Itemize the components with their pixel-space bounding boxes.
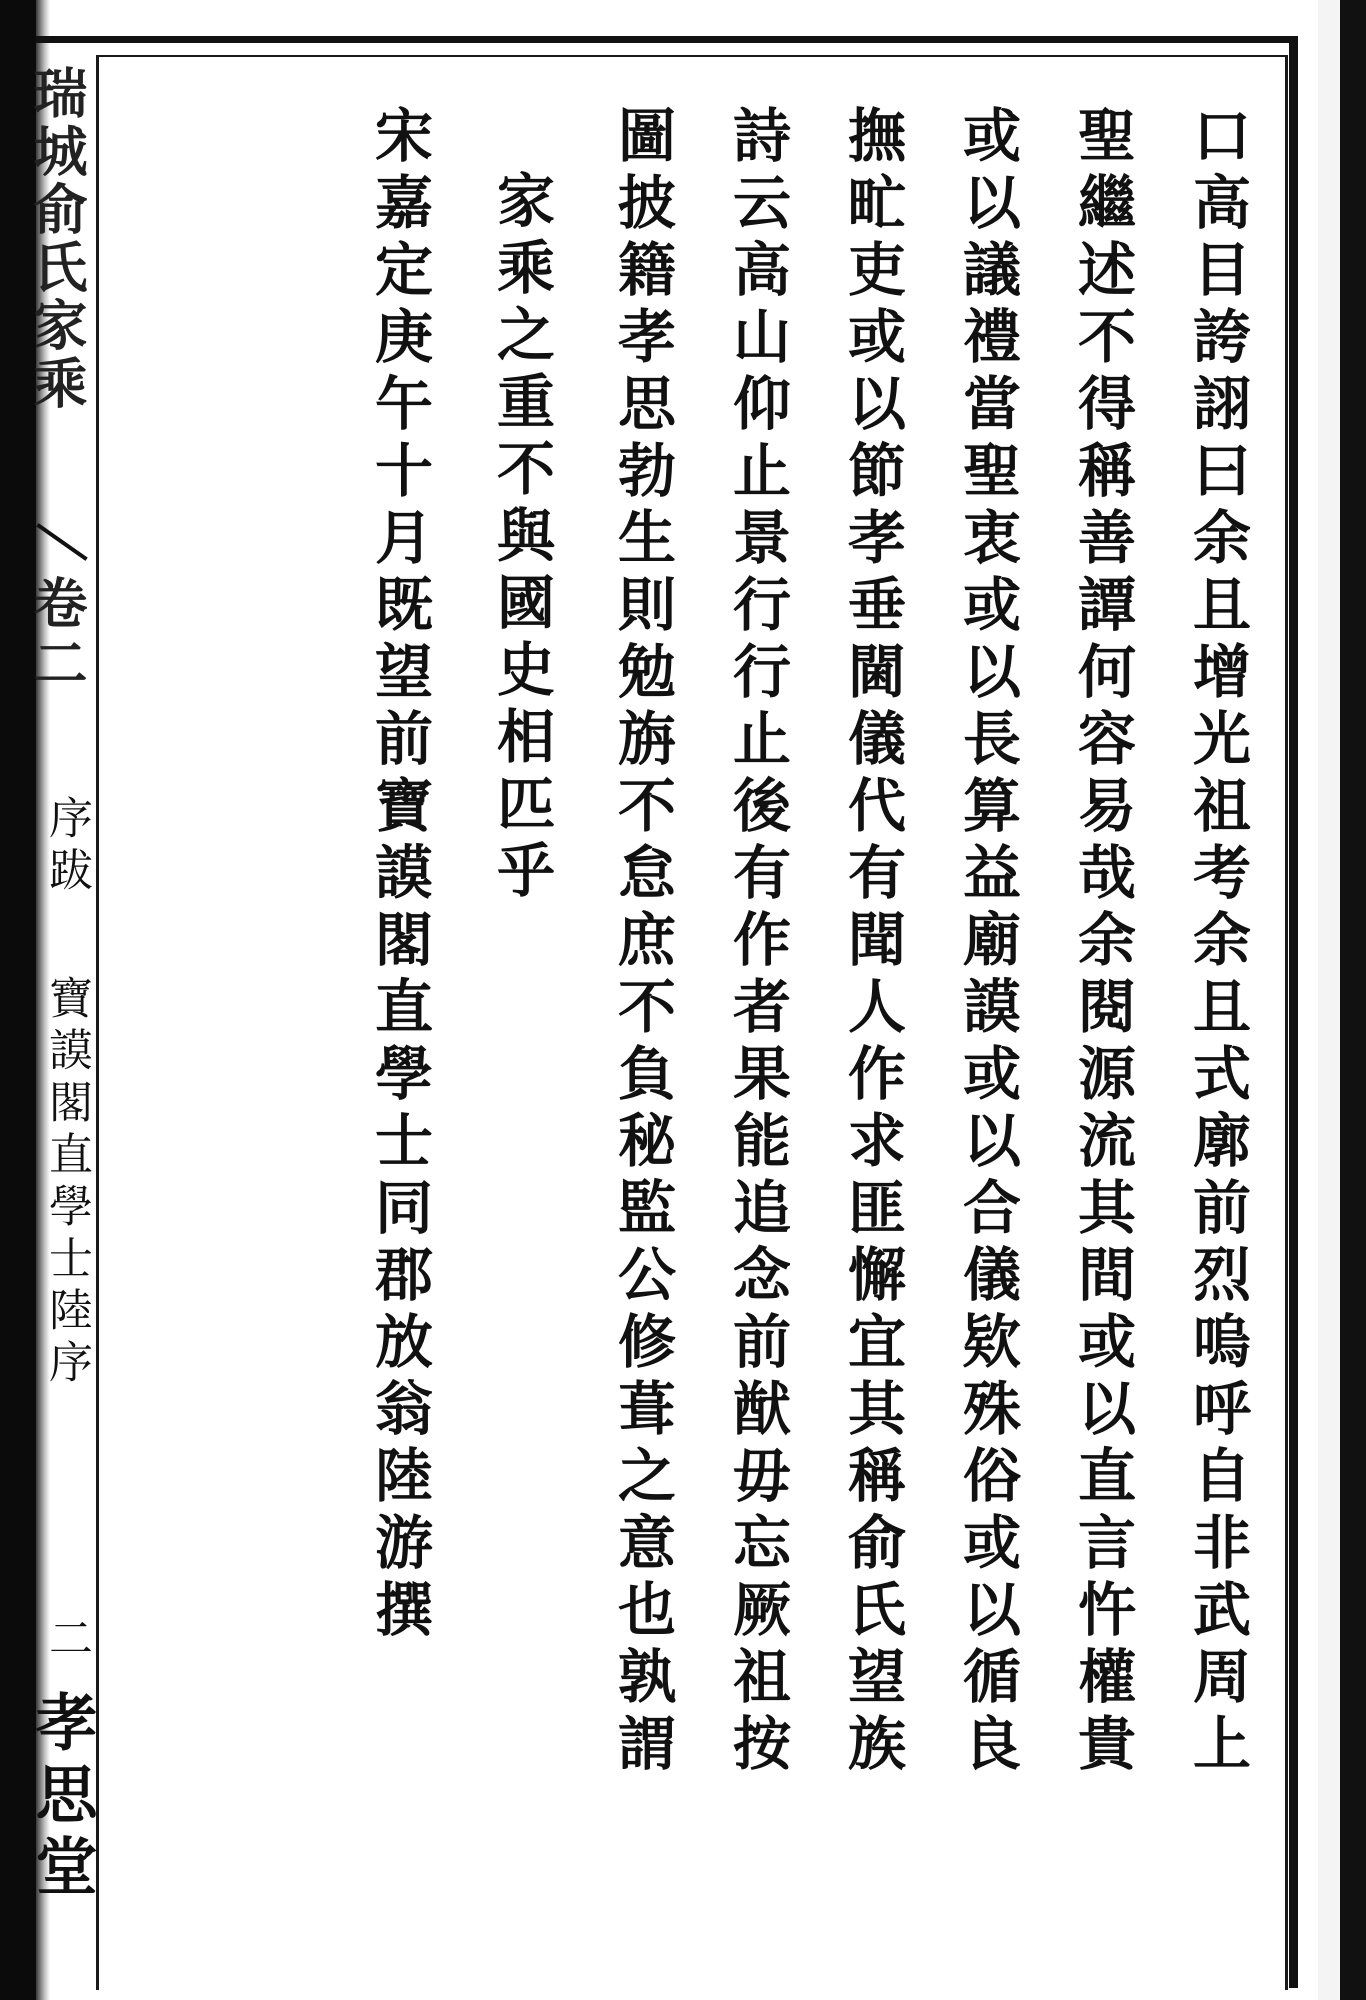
text-column-3: 或以議禮當聖衷或以長算益廟謨或以合儀欵殊俗或以循良 xyxy=(953,105,1021,1780)
page-right-gap xyxy=(1318,0,1340,2000)
text-column-7: 家乘之重不與國史相匹乎 xyxy=(487,170,555,907)
text-column-4: 撫甿吏或以節孝垂閫儀代有聞人作求匪懈宜其稱俞氏望族 xyxy=(838,105,906,1780)
section-label: 序跋 xyxy=(41,795,92,899)
hall-name-mark: 孝思堂 xyxy=(25,1690,98,1906)
text-column-6: 圖披籍孝思勃生則勉旃不怠庶不負秘監公修葺之意也孰謂 xyxy=(608,105,676,1780)
text-column-5: 詩云高山仰止景行行止後有作者果能追念前猷毋忘厥祖按 xyxy=(723,105,791,1780)
volume-label: 卷二 xyxy=(25,575,89,695)
text-column-8-colophon: 宋嘉定庚午十月既望前寶謨閣直學士同郡放翁陸游撰 xyxy=(365,105,433,1646)
page-right-binding-edge xyxy=(1340,0,1366,2000)
page-number: 二 xyxy=(41,1615,92,1667)
text-column-2: 聖繼述不得稱善譚何容易哉余閱源流其間或以直言忤權貴 xyxy=(1068,105,1136,1780)
text-column-1: 口高目誇詡曰余且增光祖考余且式廓前烈嗚呼自非武周上 xyxy=(1183,105,1251,1780)
book-title: 瑞城俞氏家乘 xyxy=(25,65,89,413)
preface-label: 寶謨閣直學士陸序 xyxy=(41,975,92,1391)
